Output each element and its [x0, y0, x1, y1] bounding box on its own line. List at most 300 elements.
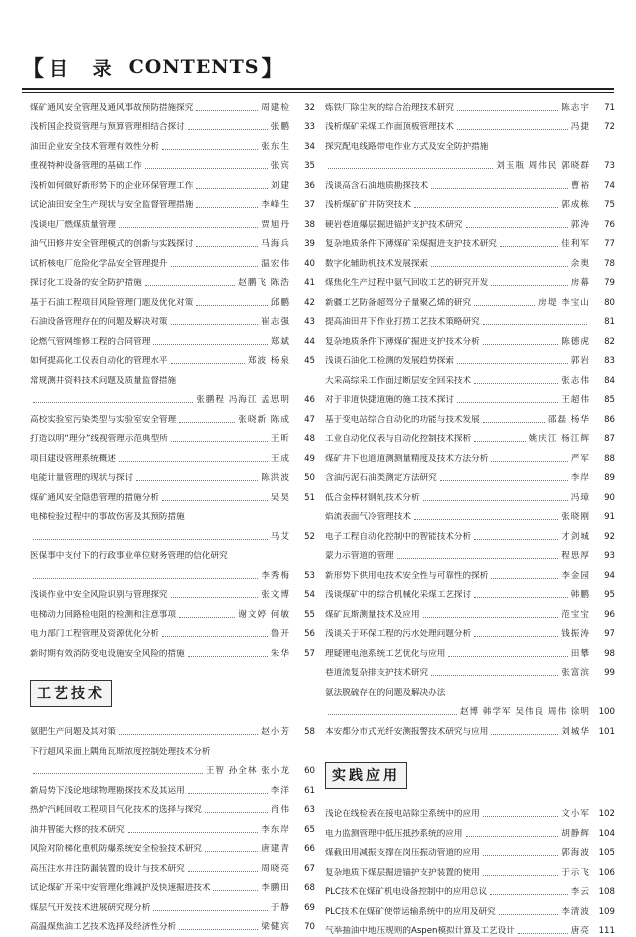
dot-leader — [119, 227, 258, 228]
toc-entry-title: 巷道流复杂排支护技术研究 — [325, 668, 428, 679]
toc-entry[interactable] — [30, 562, 315, 582]
toc-entry-author: 冯捷 — [571, 122, 590, 133]
toc-entry-author: 赵小芳 — [261, 727, 290, 738]
dot-leader — [491, 285, 568, 286]
toc-entry-page: 65 — [293, 825, 315, 836]
toc-entry-page: 53 — [293, 571, 315, 582]
toc-entry-title: 高校实验室污染类型与实验室安全管理 — [30, 415, 176, 426]
toc-entry[interactable] — [325, 640, 615, 660]
dot-leader — [205, 812, 268, 813]
toc-entry[interactable] — [325, 211, 615, 231]
toc-entry-page: 91 — [593, 512, 615, 523]
toc-entry-page: 74 — [593, 181, 615, 192]
contents-header — [22, 50, 285, 84]
toc-entry-title: 大采高综采工作面过断层安全回采技术 — [325, 376, 471, 387]
toc-entry-author: 崔志强 — [261, 317, 290, 328]
toc-entry[interactable] — [325, 699, 615, 719]
toc-entry[interactable] — [325, 133, 615, 153]
toc-entry-title: 电力监测管理中低压抵抄系统的应用 — [325, 829, 463, 840]
toc-entry[interactable] — [30, 367, 315, 387]
toc-entry[interactable] — [325, 465, 615, 485]
toc-entry-author: 李秀梅 — [261, 571, 290, 582]
toc-entry-title: 电能计量管理的现状与探讨 — [30, 473, 133, 484]
dot-leader — [457, 110, 558, 111]
toc-entry-title: 下行超风采面上隅角瓦斯浓度控制处理技术分析 — [30, 747, 210, 758]
toc-entry-page: 39 — [293, 239, 315, 250]
toc-entry-page: 34 — [293, 142, 315, 153]
toc-entry-page: 76 — [593, 220, 615, 231]
toc-entry-page: 37 — [293, 200, 315, 211]
dot-leader — [474, 305, 535, 306]
dot-leader — [500, 246, 558, 247]
dot-leader — [423, 500, 568, 501]
toc-entry-title: 项目建设管理系统概述 — [30, 454, 116, 465]
dot-leader — [119, 461, 268, 462]
toc-entry-author: 张晓新 陈成 — [238, 415, 290, 426]
dot-leader — [466, 227, 568, 228]
toc-entry-page: 104 — [593, 829, 615, 840]
toc-entry-author: 李东岸 — [261, 825, 290, 836]
toc-entry-page: 60 — [293, 766, 315, 777]
toc-entry-title: 热炉汽耗回收工程项目气化技术的选择与探究 — [30, 805, 202, 816]
toc-entry[interactable] — [325, 153, 615, 173]
right-entry-list-2 — [325, 801, 615, 937]
toc-entry-title: 浅谈煤矿中的综合机械化采煤工艺探讨 — [325, 590, 471, 601]
toc-entry[interactable] — [325, 859, 615, 879]
header-rule-thick — [22, 88, 614, 90]
toc-entry[interactable] — [30, 192, 315, 212]
toc-entry[interactable] — [325, 523, 615, 543]
toc-entry[interactable] — [30, 231, 315, 251]
toc-entry-page: 105 — [593, 848, 615, 859]
toc-entry-title: 油田企业安全技术管理有效性分析 — [30, 142, 159, 153]
toc-entry-page: 82 — [593, 337, 615, 348]
toc-entry-title: 氨肥生产问题及其对策 — [30, 727, 116, 738]
toc-entry-page: 89 — [593, 473, 615, 484]
dot-leader — [145, 285, 236, 286]
toc-entry-title: 基于变电站综合自动化的功能与技术发展 — [325, 415, 480, 426]
dot-leader — [128, 832, 259, 833]
toc-entry-page: 78 — [593, 259, 615, 270]
toc-entry[interactable] — [325, 621, 615, 641]
toc-entry[interactable] — [30, 582, 315, 602]
dot-leader — [162, 636, 268, 637]
dot-leader — [196, 305, 268, 306]
toc-entry-page: 63 — [293, 805, 315, 816]
toc-entry-title: 浅谈关于环保工程的污水处理问题分析 — [325, 629, 471, 640]
dot-leader — [431, 675, 558, 676]
dot-leader — [171, 363, 245, 364]
toc-entry-page: 109 — [593, 907, 615, 918]
toc-entry-page: 99 — [593, 668, 615, 679]
toc-entry-title: 提高油田井下作业打捞工艺技术策略研究 — [325, 317, 480, 328]
toc-entry-page: 100 — [593, 707, 615, 718]
toc-entry[interactable] — [30, 894, 315, 914]
toc-entry-page: 45 — [293, 356, 315, 367]
toc-entry-page: 57 — [293, 649, 315, 660]
toc-entry[interactable] — [325, 348, 615, 368]
toc-entry[interactable] — [30, 816, 315, 836]
toc-entry-author: 张晓刚 — [561, 512, 590, 523]
toc-entry-title: 油气田修井安全管理模式的创新与实践探讨 — [30, 239, 193, 250]
toc-entry[interactable] — [325, 231, 615, 251]
toc-entry-author: 田攀 — [571, 649, 590, 660]
toc-entry-title: 新形势下供用电技术安全性与可靠性的探析 — [325, 571, 488, 582]
toc-entry-page: 71 — [593, 103, 615, 114]
dot-leader — [162, 500, 268, 501]
toc-entry-title: 炼铁厂除尘灰的综合治理技术研究 — [325, 103, 454, 114]
toc-entry-page: 86 — [593, 415, 615, 426]
toc-entry-title: 新疆工艺防备超驾分子量聚乙烯的研究 — [325, 298, 471, 309]
toc-entry[interactable] — [30, 797, 315, 817]
dot-leader — [423, 617, 559, 618]
section-heading-process-technology: 工艺技术 — [30, 680, 112, 707]
toc-entry[interactable] — [30, 445, 315, 465]
toc-entry-title: 打造以明“理分”线视管理示范典型所 — [30, 434, 168, 445]
dot-leader — [33, 402, 193, 403]
dot-leader — [136, 480, 258, 481]
toc-entry-author: 唐亮 — [571, 926, 590, 937]
toc-entry[interactable] — [30, 289, 315, 309]
toc-entry[interactable] — [30, 640, 315, 660]
toc-entry[interactable] — [325, 504, 615, 524]
toc-entry-page: 68 — [293, 883, 315, 894]
toc-entry[interactable] — [30, 738, 315, 758]
toc-entry[interactable] — [30, 114, 315, 134]
toc-entry-author: 赵鹏飞 陈浩 — [238, 278, 290, 289]
toc-entry-page: 55 — [293, 610, 315, 621]
toc-entry-page: 84 — [593, 376, 615, 387]
toc-entry-page: 72 — [593, 122, 615, 133]
dot-leader — [328, 168, 493, 169]
toc-entry[interactable] — [30, 504, 315, 524]
toc-entry[interactable] — [325, 918, 615, 937]
toc-entry-author: 范宝宝 — [561, 610, 590, 621]
toc-entry-page: 36 — [293, 181, 315, 192]
dot-leader — [196, 188, 268, 189]
toc-entry[interactable] — [325, 250, 615, 270]
toc-entry-page: 90 — [593, 493, 615, 504]
dot-leader — [431, 188, 568, 189]
toc-entry-author: 郑斌 — [271, 337, 290, 348]
toc-entry-title: 气举抽油中地压规则的Aspen模拟计算及工艺设计 — [325, 926, 515, 937]
toc-entry-page: 32 — [293, 103, 315, 114]
toc-entry-author: 严军 — [571, 454, 590, 465]
toc-entry-title: 煤矿瓦斯测量技术及应用 — [325, 610, 420, 621]
toc-entry-title: 高温煤焦油工艺技术选择及经济性分析 — [30, 922, 176, 933]
toc-entry-title: 浅谈石油化工检测的发展趋势探索 — [325, 356, 454, 367]
toc-entry-author: 邵磊 杨华 — [548, 415, 590, 426]
dot-leader — [328, 714, 457, 715]
toc-entry[interactable] — [325, 270, 615, 290]
toc-entry-page: 96 — [593, 610, 615, 621]
toc-entry[interactable] — [30, 328, 315, 348]
toc-entry-author: 佳利军 — [561, 239, 590, 250]
toc-entry-title: 煤矿井下也道道测测量精度及技术方法分析 — [325, 454, 488, 465]
toc-entry[interactable] — [325, 660, 615, 680]
toc-entry-title: 煤截田用减振支撑在岗压振动管道的应用 — [325, 848, 480, 859]
dot-leader — [196, 110, 258, 111]
toc-entry-author: 王超伟 — [561, 395, 590, 406]
toc-entry-page: 47 — [293, 415, 315, 426]
toc-entry[interactable] — [30, 621, 315, 641]
toc-entry-title: 理疑锂电池系统工艺优化与应用 — [325, 649, 445, 660]
toc-entry[interactable] — [30, 387, 315, 407]
toc-entry-title: 电力部门工程管理及资源优化分析 — [30, 629, 159, 640]
toc-entry-page: 66 — [293, 844, 315, 855]
toc-entry[interactable] — [325, 172, 615, 192]
toc-entry[interactable] — [325, 289, 615, 309]
toc-entry-title: 煤矿通风安全管理及通风事故预防措施探究 — [30, 103, 193, 114]
toc-entry-author: 赵博 韩学军 吴伟良 周伟 徐明 — [460, 707, 590, 718]
toc-entry-title: PLC技术在煤矿机电设备控制中的应用总议 — [325, 887, 487, 898]
toc-entry[interactable] — [30, 484, 315, 504]
toc-entry-page: 75 — [593, 200, 615, 211]
toc-entry-title: 如何提高化工仪表自动化的管理水平 — [30, 356, 168, 367]
header-rule-thin — [22, 92, 614, 93]
toc-entry-page: 58 — [293, 727, 315, 738]
toc-entry[interactable] — [325, 406, 615, 426]
dot-leader — [483, 816, 559, 817]
toc-entry-author: 吴昊 — [271, 493, 290, 504]
dot-leader — [188, 871, 259, 872]
toc-entry-page: 48 — [293, 434, 315, 445]
toc-entry-author: 王成 — [271, 454, 290, 465]
toc-entry[interactable] — [30, 133, 315, 153]
toc-entry-title: 煤层气开发技术进展研究现分析 — [30, 903, 150, 914]
dot-leader — [448, 656, 567, 657]
dot-leader — [153, 910, 267, 911]
toc-entry[interactable] — [30, 914, 315, 934]
dot-leader — [474, 383, 558, 384]
toc-entry-author: 王智 孙全林 张小龙 — [206, 766, 290, 777]
dot-leader — [162, 149, 258, 150]
toc-entry[interactable] — [30, 855, 315, 875]
toc-entry-page: 83 — [593, 356, 615, 367]
toc-entry-title: 论燃气管网维修工程的合同管理 — [30, 337, 150, 348]
toc-entry[interactable] — [325, 426, 615, 446]
toc-entry[interactable] — [30, 523, 315, 543]
toc-entry-page: 87 — [593, 434, 615, 445]
toc-entry-author: 曹裕 — [571, 181, 590, 192]
toc-entry[interactable] — [30, 94, 315, 114]
toc-entry-title: 浅谈作业中安全风险识别与管理探究 — [30, 590, 168, 601]
toc-entry[interactable] — [325, 582, 615, 602]
toc-entry-author: 郭岩 — [571, 356, 590, 367]
toc-entry-title: 重视特种设备管理的基础工作 — [30, 161, 142, 172]
toc-entry[interactable] — [325, 387, 615, 407]
toc-entry-title: 复杂地质下煤层掘进锚护支护装置的使用 — [325, 868, 480, 879]
dot-leader — [171, 441, 268, 442]
toc-entry[interactable] — [325, 543, 615, 563]
dot-leader — [483, 855, 559, 856]
toc-entry-author: 韩鹏 — [571, 590, 590, 601]
dot-leader — [188, 656, 268, 657]
toc-entry[interactable] — [30, 270, 315, 290]
dot-leader — [188, 129, 268, 130]
toc-entry-page: 106 — [593, 868, 615, 879]
dot-leader — [171, 597, 259, 598]
toc-entry[interactable] — [325, 328, 615, 348]
toc-entry-author: 郭涛 — [571, 220, 590, 231]
right-entry-list — [325, 94, 615, 738]
toc-entry[interactable] — [30, 465, 315, 485]
toc-entry-author: 马海兵 — [261, 239, 290, 250]
left-entry-list-2 — [30, 719, 315, 934]
toc-entry-author: 陈洪波 — [261, 473, 290, 484]
toc-entry[interactable] — [325, 445, 615, 465]
toc-entry-page: 94 — [593, 571, 615, 582]
toc-entry[interactable] — [30, 309, 315, 329]
dot-leader — [414, 207, 558, 208]
toc-entry[interactable] — [30, 836, 315, 856]
toc-entry-author: 房堤 李宝山 — [538, 298, 590, 309]
toc-entry-title: 含油污泥石油类测定方法研究 — [325, 473, 437, 484]
toc-entry-author: 张富滨 — [561, 668, 590, 679]
toc-entry-page: 46 — [293, 395, 315, 406]
toc-entry-author: 文小军 — [561, 809, 590, 820]
toc-entry[interactable] — [30, 250, 315, 270]
dot-leader — [179, 422, 235, 423]
dot-leader — [499, 914, 559, 915]
dot-leader — [414, 519, 558, 520]
toc-entry-page: 61 — [293, 786, 315, 797]
toc-entry-author: 程思厚 — [561, 551, 590, 562]
toc-entry-page: 79 — [593, 278, 615, 289]
toc-entry-author: 肖伟 — [271, 805, 290, 816]
toc-entry-title: 对于非道快捷道施的施工技术探讨 — [325, 395, 454, 406]
dot-leader — [119, 734, 258, 735]
toc-entry[interactable] — [30, 719, 315, 739]
toc-entry-page: 43 — [293, 317, 315, 328]
toc-entry[interactable] — [325, 679, 615, 699]
dot-leader — [483, 422, 545, 423]
toc-entry-author: 李岸 — [571, 473, 590, 484]
toc-entry[interactable] — [30, 211, 315, 231]
toc-entry-title: 蒙力示管道的管理 — [325, 551, 394, 562]
dot-leader — [213, 890, 258, 891]
toc-entry-author: 郭成栋 — [561, 200, 590, 211]
toc-entry[interactable] — [30, 153, 315, 173]
toc-entry[interactable] — [30, 777, 315, 797]
toc-entry-author: 郭海波 — [561, 848, 590, 859]
toc-entry-title: 新局势下浅论地球物理勘探技术及其运用 — [30, 786, 185, 797]
toc-entry[interactable] — [30, 348, 315, 368]
toc-entry-title: 高压注水井注防漏装置的设计与技术研究 — [30, 864, 185, 875]
toc-entry[interactable] — [30, 406, 315, 426]
toc-entry[interactable] — [325, 562, 615, 582]
toc-entry[interactable] — [325, 309, 615, 329]
toc-entry-author: 李清波 — [561, 907, 590, 918]
dot-leader — [483, 875, 559, 876]
dot-leader — [474, 441, 526, 442]
toc-entry-author: 李洋 — [271, 786, 290, 797]
toc-entry-page: 77 — [593, 239, 615, 250]
toc-entry-page: 101 — [593, 727, 615, 738]
toc-entry[interactable] — [325, 114, 615, 134]
toc-entry-author: 朱华 — [271, 649, 290, 660]
toc-entry-author: 梁健宾 — [261, 922, 290, 933]
toc-entry[interactable] — [325, 601, 615, 621]
toc-entry[interactable] — [30, 875, 315, 895]
toc-entry-author: 鲁开 — [271, 629, 290, 640]
toc-entry-author: 唐建青 — [261, 844, 290, 855]
toc-entry-author: 才剑城 — [561, 532, 590, 543]
toc-entry-author: 张鹏程 冯海江 孟思明 — [196, 395, 290, 406]
toc-entry[interactable] — [30, 758, 315, 778]
toc-entry-author: 马艾 — [271, 532, 290, 543]
dot-leader — [457, 402, 558, 403]
toc-entry[interactable] — [325, 192, 615, 212]
toc-entry-author: 周建检 — [261, 103, 290, 114]
dot-leader — [188, 793, 268, 794]
toc-entry-author: 张东生 — [261, 142, 290, 153]
toc-entry-page: 85 — [593, 395, 615, 406]
toc-entry[interactable] — [325, 718, 615, 738]
dot-leader — [483, 324, 587, 325]
toc-entry-title: 焰流表面气冷管理技术 — [325, 512, 411, 523]
dot-leader — [491, 734, 558, 735]
toc-entry[interactable] — [325, 484, 615, 504]
toc-entry-page: 54 — [293, 590, 315, 601]
toc-entry[interactable] — [325, 94, 615, 114]
toc-entry-title: 煤焦化生产过程中氨气回收工艺的研究开发 — [325, 278, 488, 289]
toc-entry-author: 于静 — [271, 903, 290, 914]
dot-leader — [33, 578, 258, 579]
toc-entry-title: 医保事中支付下的行政事业单位财务管理的信化研究 — [30, 551, 228, 562]
toc-entry[interactable] — [325, 367, 615, 387]
toc-entry[interactable] — [30, 601, 315, 621]
toc-entry-author: 张宾 — [271, 161, 290, 172]
toc-entry[interactable] — [325, 801, 615, 821]
toc-entry-page: 102 — [593, 809, 615, 820]
toc-entry-page: 33 — [293, 122, 315, 133]
toc-entry-page: 93 — [593, 551, 615, 562]
toc-entry-page: 40 — [293, 259, 315, 270]
dot-leader — [474, 636, 558, 637]
toc-entry[interactable] — [30, 172, 315, 192]
toc-entry-author: 张鹏 — [271, 122, 290, 133]
toc-entry-author: 李鹏田 — [261, 883, 290, 894]
toc-entry-page: 70 — [293, 922, 315, 933]
toc-entry-page: 52 — [293, 532, 315, 543]
toc-entry-title: 石油设备管理存在的问题及解决对策 — [30, 317, 168, 328]
toc-entry[interactable] — [325, 840, 615, 860]
toc-entry[interactable] — [30, 543, 315, 563]
toc-entry-author: 余奥 — [571, 259, 590, 270]
toc-entry-title: 电梯动力回路检电阻的检测和注意事项 — [30, 610, 176, 621]
toc-entry-page: 41 — [293, 278, 315, 289]
toc-entry[interactable] — [325, 898, 615, 918]
toc-entry-author: 张文博 — [261, 590, 290, 601]
toc-entry[interactable] — [325, 820, 615, 840]
dot-leader — [179, 617, 235, 618]
toc-entry-page: 95 — [593, 590, 615, 601]
toc-entry-page: 51 — [293, 493, 315, 504]
dot-leader — [153, 344, 267, 345]
toc-entry-author: 胡静辉 — [561, 829, 590, 840]
toc-entry[interactable] — [325, 879, 615, 899]
toc-entry-page: 88 — [593, 454, 615, 465]
toc-entry-page: 49 — [293, 454, 315, 465]
toc-entry-page: 69 — [293, 903, 315, 914]
toc-entry[interactable] — [30, 426, 315, 446]
toc-entry-title: 浅谈高含石油地质勘探技术 — [325, 181, 428, 192]
toc-entry-page: 80 — [593, 298, 615, 309]
toc-entry-title: 探讨化工设备的安全防护措施 — [30, 278, 142, 289]
toc-entry-page: 38 — [293, 220, 315, 231]
dot-leader — [145, 168, 268, 169]
